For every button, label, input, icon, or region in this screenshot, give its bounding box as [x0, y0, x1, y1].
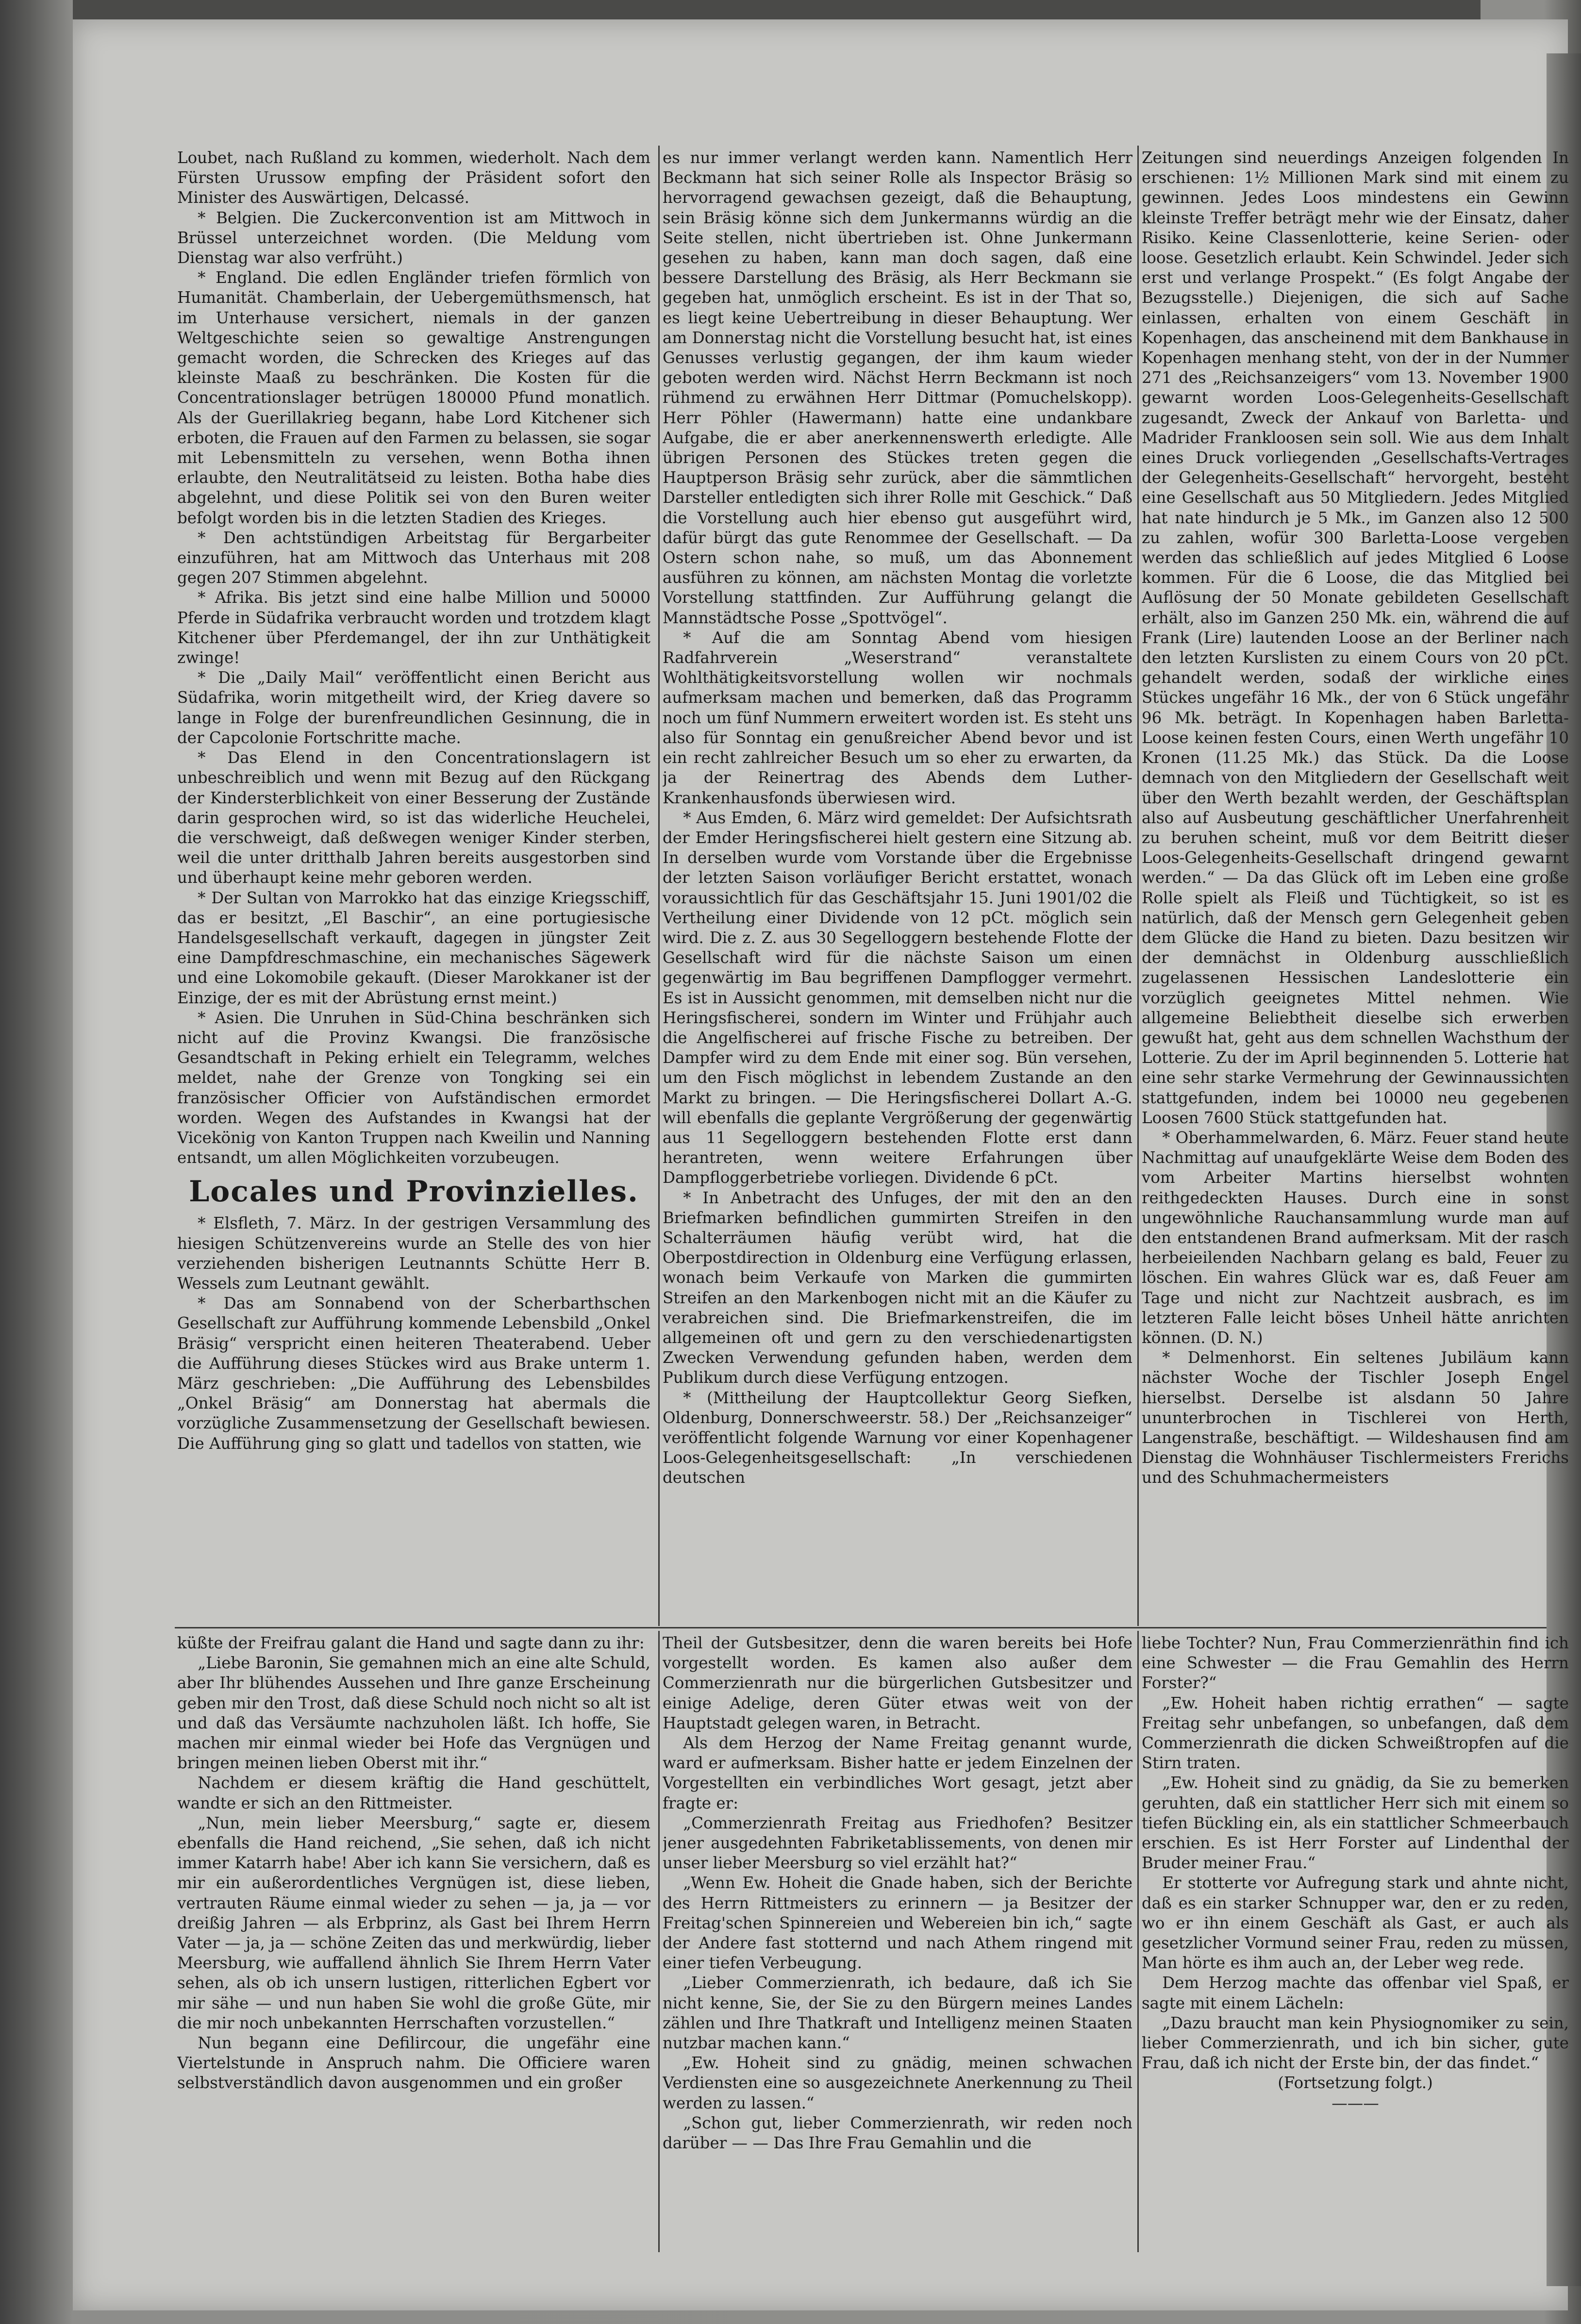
story-paragraph: küßte der Freifrau galant die Hand und sagte dann zu ihr: [177, 1634, 645, 1652]
closing-dash: ——— [1331, 2093, 1379, 2112]
story-paragraph: „Nun, mein lieber Meersburg,“ sagte er, diesem ebenfalls die Hand reichend, „Sie sehen, daß ich nicht immer Katarrh habe! Aber ich kann Sie versichern, daß es mir ein außerordentliches Vergnügen ist, diese lieben, vertrauten Räume einmal wieder zu sehen — ja, ja — vor dreißig Jahren — als Erbprinz, als Gast bei Ihrem Herrn Vater — ja, ja — schöne Zeiten das und merkwürdig, lieber Meersburg, wie auffallend ähnlich Sie Ihrem Herrn Vater sehen, als ob ich unsern lustigen, ritterlichen Egbert vor mir sähe — und nun haben Sie wohl die große Güte, mir die mir noch unbekannten Herrschaften vorzustellen.“ [177, 1813, 650, 2032]
continuation-note: (Fortsetzung folgt.) [1278, 2074, 1433, 2092]
article-paragraph: * Oberhammelwarden, 6. März. Feuer stand heute Nachmittag auf unaufgeklärte Weise dem Boden des vom Arbeiter Martins hierselbst wohnten reithgedeckten Hauses. Durch eine in sonst ungewöhnliche Rauchansammlung wurde man auf den entstandenen Brand aufmerksam. Mit der rasch herbeieilenden Nachbarn gelang es bald, Feuer zu löschen. Ein wahres Glück war es, daß Feuer am Tage und nicht zur Nachtzeit ausbrach, es im letzteren Falle leicht böses Unheil hätte anrichten können. (D. N.) [1142, 1128, 1569, 1347]
article-paragraph: * Belgien. Die Zuckerconvention ist am Mittwoch in Brüssel unterzeichnet worden. (Die Meldung vom Dienstag war also verfrüht.) [177, 208, 650, 267]
story-paragraph: „Ew. Hoheit haben richtig errathen“ — sagte Freitag sehr unbefangen, so unbefangen, daß dem Commerzienrath die dicken Schweißtropfen auf die Stirn traten. [1142, 1693, 1569, 1773]
article-paragraph: * Das am Sonnabend von der Scherbarthschen Gesellschaft zur Aufführung kommende Lebensbild „Onkel Bräsig“ verspricht einen heiteren Theaterabend. Ueber die Aufführung dieses Stückes wird aus Brake unterm 1. März geschrieben: „Die Aufführung des Lebensbildes „Onkel Bräsig“ am Donnerstag hat abermals die vorzügliche Zusammensetzung der Gesellschaft bewiesen. Die Aufführung ging so glatt und tadellos von statten, wie [177, 1294, 650, 1453]
article-paragraph: * Delmenhorst. Ein seltenes Jubiläum kann nächster Woche der Tischler Joseph Engel hierselbst. Derselbe ist alsdann 50 Jahre ununterbrochen in Tischlerei von Herth, Langenstraße, beschäftigt. — Wildeshausen find am Dienstag die Wohnhäuser Tischlermeisters Frerichs und des Schuhmachermeisters [1142, 1348, 1569, 1487]
article-paragraph: es nur immer verlangt werden kann. Namentlich Herr Beckmann hat sich seiner Rolle als Inspector Bräsig so hervorragend gewachsen gezeigt, daß die Behauptung, sein Bräsig könne sich dem Junkermanns würdig an die Seite stellen, nicht übertrieben ist. Ohne Junkermann gesehen zu haben, kann man doch sagen, daß eine bessere Darstellung des Bräsig, als Herr Beckmann sie gegeben hat, unmöglich erscheint. Es ist in der That so, es liegt keine Uebertreibung in dieser Behauptung. Wer am Donnerstag nicht die Vorstellung besucht hat, ist eines Genusses verlustig gegangen, der ihm kaum wieder geboten werden wird. Nächst Herrn Beckmann ist noch rühmend zu erwähnen Herr Dittmar (Pomuchelskopp). Herr Pöhler (Hawermann) hatte eine undankbare Aufgabe, die er aber anerkennenswerth erledigte. Alle übrigen Personen des Stückes treten gegen die Hauptperson Bräsig sehr zurück, aber die sämmtlichen Darsteller entledigten sich ihrer Rolle mit Geschick.“ Daß die Vorstellung auch hier ebenso gut ausgeführt wird, dafür bürgt das gute Renommee der Gesellschaft. — Da Ostern schon nahe, so muß, um das Abonnement ausführen zu können, am nächsten Montag die vorletzte Vorstellung stattfinden. Zur Aufführung gelangt die Mannstädtsche Posse „Spottvögel“. [663, 149, 1132, 627]
article-paragraph: * In Anbetracht des Unfuges, der mit den an den Briefmarken befindlichen gummirten Streifen in den Schalterräumen häufig verübt wird, hat die Oberpostdirection in Oldenburg eine Verfügung erlassen, wonach beim Verkaufe von Marken die gummirten Streifen an den Markenbogen nicht mit an die Käufer zu verabreichen sind. Die Briefmarkenstreifen, die im allgemeinen oft und gern zu den verschiedenartigsten Zwecken Verwendung gefunden haben, werden dem Publikum durch diese Verfügung entzogen. [663, 1188, 1132, 1387]
column-rule-2-upper [1137, 146, 1139, 1626]
story-paragraph: „Lieber Commerzienrath, ich bedaure, daß ich Sie nicht kenne, Sie, der Sie zu den Bürgern meines Landes zählen und Ihre Thatkraft und Intelligenz meinen Staaten nutzbar machen kann.“ [663, 1974, 1132, 2053]
story-paragraph: „Ew. Hoheit sind zu gnädig, meinen schwachen Verdiensten eine so ausgezeichnete Anerkennung zu Theil werden zu lassen.“ [663, 2054, 1132, 2112]
story-paragraph: „Wenn Ew. Hoheit die Gnade haben, sich der Berichte des Herrn Rittmeisters zu erinnern — ja Besitzer der Freitag'schen Spinnereien und Webereien bin ich,“ sagte der Andere fast stotternd und nach Athem ringend mit einer tiefen Verbeugung. [663, 1874, 1132, 1973]
story-paragraph: liebe Tochter? Nun, Frau Commerzienräthin find ich eine Schwester — die Frau Gemahlin des Herrn Forster?“ [1142, 1634, 1569, 1693]
story-paragraph: Als dem Herzog der Name Freitag genannt wurde, ward er aufmerksam. Bisher hatte er jedem Einzelnen der Vorgestellten ein verbindliches Wort gesagt, jetzt aber fragte er: [663, 1734, 1132, 1812]
upper-column-3 [1142, 148, 1569, 1626]
article-paragraph: * Afrika. Bis jetzt sind eine halbe Million und 50000 Pferde in Südafrika verbraucht worden und trotzdem klagt Kitchener über Pferdemangel, der ihn zur Unthätigkeit zwinge! [177, 588, 650, 667]
article-paragraph: * Elsfleth, 7. März. In der gestrigen Versammlung des hiesigen Schützenvereins wurde an Stelle des von hier verziehenden bisherigen Leutnannts Schütte Herr B. Wessels zum Leutnant gewählt. [177, 1214, 650, 1293]
article-paragraph: * Asien. Die Unruhen in Süd-China beschränken sich nicht auf die Provinz Kwangsi. Die französische Gesandtschaft in Peking erhielt ein Telegramm, welches meldet, nahe der Grenze von Tongking sei ein französischer Officier von Aufständischen ermordet worden. Wegen des Aufstandes in Kwangsi hat der Vicekönig von Kanton Truppen nach Kweilin und Nanning entsandt, um allen Möglichkeiten vorzubeugen. [177, 1008, 650, 1167]
story-paragraph: Er stotterte vor Aufregung stark und ahnte nicht, daß es ein starker Schnupper war, den er zu reden, wo er ihn einem Geschäft als Gast, er auch als gesetzlicher Vormund seiner Frau, reden zu müssen, Man hörte es ihm auch an, der Leber weg rede. [1142, 1874, 1569, 1973]
story-paragraph: „Liebe Baronin, Sie gemahnen mich an eine alte Schuld, aber Ihr blühendes Aussehen und Ihre ganze Erscheinung geben mir den Trost, daß diese Schuld noch nicht so alt ist und daß das Versäumte nachzuholen läßt. Ich hoffe, Sie machen mir einmal wieder bei Hofe das Vergnügen und bringen meinen lieben Oberst mit ihr.“ [177, 1654, 650, 1773]
article-paragraph: Loubet, nach Rußland zu kommen, wiederholt. Nach dem Fürsten Urussow empfing der Präsident sofort den Minister des Auswärtigen, Delcassé. [177, 149, 650, 207]
column-rule-1-lower [658, 1631, 660, 2252]
story-paragraph: „Ew. Hoheit sind zu gnädig, da Sie zu bemerken geruhten, daß ein stattlicher Herr sich mit einem so tiefen Bückling ein, als ein stattlicher Schmeerbauch erschien. Es ist Herr Forster auf Lindenthal der Bruder meiner Frau.“ [1142, 1774, 1569, 1873]
story-paragraph: „Schon gut, lieber Commerzienrath, wir reden noch darüber — — Das Ihre Frau Gemahlin und die [663, 2113, 1132, 2153]
story-paragraph: Dem Herzog machte das offenbar viel Spaß, er sagte mit einem Lächeln: [1142, 1974, 1569, 2012]
upper-column-2 [663, 148, 1132, 1626]
article-paragraph: * Das Elend in den Concentrationslagern ist unbeschreiblich und wenn mit Bezug auf den Rückgang der Kindersterblichkeit von einer Besserung der Zustände darin gesprochen wird, so ist das widerliche Heuchelei, die verschweigt, daß deßwegen weniger Kinder sterben, weil die unter dritthalb Jahren bereits ausgestorben sind und überhaupt keine mehr geboren werden. [177, 748, 650, 887]
article-paragraph: * (Mittheilung der Hauptcollektur Georg Siefken, Oldenburg, Donnerschweerstr. 58.) Der „Reichsanzeiger“ veröffentlicht folgende Warnung vor einer Kopenhagener Loos-Gelegenheitsgesellschaft: „In verschiedenen deutschen [663, 1388, 1132, 1487]
section-heading: Locales und Provinzielles. [189, 1175, 639, 1209]
article-paragraph: Zeitungen sind neuerdings Anzeigen folgenden In erschienen: 1½ Millionen Mark sind mit einem zu gewinnen. Jedes Loos mindestens ein Gewinn kleinste Treffer beträgt mehr wie der Einsatz, daher Risiko. Keine Classenlotterie, keine Serien- oder loose. Gesetzlich erlaubt. Kein Schwindel. Jeder sich erst und verlange Prospekt.“ (Es folgt Angabe der Bezugsstelle.) Diejenigen, die sich auf Sache einlassen, erhalten von einem Geschäft in Kopenhagen, das anscheinend mit dem Bankhause in Kopenhagen menhang steht, von der in der Nummer 271 des „Reichsanzeigers“ vom 13. November 1900 gewarnt worden Loos-Gelegenheits-Gesellschaft zugesandt, Zweck der Ankauf von Barletta- und Madrider Frankloosen sein soll. Wie aus dem Inhalt eines Druck vorliegenden „Gesellschafts-Vertrages der Gelegenheits-Gesellschaft“ hervorgeht, besteht eine Gesellschaft aus 50 Mitgliedern. Jedes Mitglied hat nate hindurch je 5 Mk., im Ganzen also 12 500 zu zahlen, wofür 300 Barletta-Loose vergeben werden das schließlich auf jedes Mitglied 6 Loose kommen. Für die 6 Loose, die das Mitglied bei Auflösung der 50 Monate gebildeten Gesellschaft erhält, also im Ganzen 250 Mk. ein, während die auf Frank (Lire) lautenden Loose an der Berliner nach den letzten Kurslisten zu einem Cours von 20 pCt. gehandelt werden, sodaß der wirkliche eines Stückes ungefähr 16 Mk., der von 6 Stück ungefähr 96 Mk. beträgt. In Kopenhagen haben Barletta-Loose keinen festen Cours, einen Werth ungefähr 10 Kronen (11.25 Mk.) das Stück. Da die Loose demnach von den Mitgliedern der Gesellschaft weit über den Werth bezahlt werden, der Geschäftsplan also auf Ausbeutung geschäftlicher Unerfahrenheit zu beruhen scheint, muß vor dem Beitritt dieser Loos-Gelegenheits-Gesellschaft dringend gewarnt werden.“ — Da das Glück oft im Leben eine große Rolle spielt als Fleiß und Tüchtigkeit, so ist es natürlich, daß der Mensch gern Gelegenheit geben dem Glücke die Hand zu bieten. Dazu besitzen wir der demnächst in Oldenburg ausschließlich zugelassenen Hessischen Landeslotterie ein vorzüglich geeignetes Mittel nehmen. Wie allgemeine Beliebtheit dieselbe sich erwerben gewußt hat, geht aus dem schnellen Wachsthum der Lotterie. Zu der im April beginnenden 5. Lotterie hat eine sehr starke Vermehrung der Gewinnaussichten stattgefunden, indem bei 10000 neu gegebenen Loosen 7600 Stück stattgefunden hat. [1142, 149, 1569, 1127]
article-paragraph: * Der Sultan von Marrokko hat das einzige Kriegsschiff, das er besitzt, „El Baschir“, an eine portugiesische Handelsgesellschaft verkauft, dagegen in jüngster Zeit eine Dampfdreschmaschine, ein mechanisches Sägewerk und eine Lokomobile gekauft. (Dieser Marokkaner ist der Einzige, der es mit der Abrüstung ernst meint.) [177, 888, 650, 1007]
article-paragraph: * Auf die am Sonntag Abend vom hiesigen Radfahrverein „Weserstrand“ veranstaltete Wohlthätigkeitsvorstellung wollen wir nochmals aufmerksam machen und bemerken, daß das Programm noch um fünf Nummern erweitert worden ist. Es steht uns also für Sonntag ein genußreicher Abend bevor und ist ein recht zahlreicher Besuch um so eher zu erwarten, da ja der Reinertrag des Abends dem Luther-Krankenhausfonds überwiesen wird. [663, 628, 1132, 807]
article-paragraph: * Aus Emden, 6. März wird gemeldet: Der Aufsichtsrath der Emder Heringsfischerei hielt gestern eine Sitzung ab. In derselben wurde vom Vorstande über die Ergebnisse der letzten Saison vorläufiger Bericht erstattet, wonach voraussichtlich für das Geschäftsjahr 15. Juni 1901/02 die Vertheilung einer Dividende von 12 pCt. möglich sein wird. Die z. Z. aus 30 Segelloggern bestehende Flotte der Gesellschaft wird für die nächste Saison um einen gegenwärtig im Bau begriffenen Dampflogger vermehrt. Es ist in Aussicht genommen, mit demselben nicht nur die Heringsfischerei, sondern im Winter und Frühjahr auch die Angelfischerei auf frische Fische zu betreiben. Der Dampfer wird zu dem Ende mit einer sog. Bün versehen, um den Fisch möglichst in lebendem Zustande an den Markt zu bringen. — Die Heringsfischerei Dollart A.-G. will ebenfalls die geplante Vergrößerung der gegenwärtig aus 11 Segelloggern bestehenden Flotte erst dann herantreten, wenn weitere Erfahrungen über Dampfloggerbetriebe vorliegen. Dividende 6 pCt. [663, 808, 1132, 1187]
story-paragraph: Theil der Gutsbesitzer, denn die waren bereits bei Hofe vorgestellt worden. Es kamen also außer dem Commerzienrath nur die bürgerlichen Gutsbesitzer und einige Adelige, deren Güter etwas weit von der Hauptstadt gelegen waren, in Betracht. [663, 1634, 1132, 1732]
feuilleton-column-2 [663, 1633, 1132, 2255]
feuilleton-rule [175, 1627, 1547, 1628]
top-shadow-band [73, 0, 1481, 19]
article-paragraph: * Die „Daily Mail“ veröffentlicht einen Bericht aus Südafrika, worin mitgetheilt wird, der Krieg davere so lange in Folge der burenfreundlichen Gesinnung, die in der Capcolonie Fortschritte mache. [177, 668, 650, 747]
article-paragraph: * Den achtstündigen Arbeitstag für Bergarbeiter einzuführen, hat am Mittwoch das Unterhaus mit 208 gegen 207 Stimmen abgelehnt. [177, 528, 650, 587]
story-paragraph: „Commerzienrath Freitag aus Friedhofen? Besitzer jener ausgedehnten Fabriketablissements, von denen mir unser lieber Meersburg so viel erzählt hat?“ [663, 1813, 1132, 1873]
column-rule-2-lower [1137, 1631, 1139, 2252]
feuilleton-column-3 [1142, 1633, 1569, 2255]
story-paragraph: „Dazu braucht man kein Physiognomiker zu sein, lieber Commerzienrath, und ich bin sicher, gute Frau, daß ich nicht der Erste bin, der das findet.“ [1142, 2013, 1569, 2073]
upper-column-1 [177, 148, 650, 1626]
article-paragraph: * England. Die edlen Engländer triefen förmlich von Humanität. Chamberlain, der Uebergemüthsmensch, hat im Unterhause versichert, niemals in der ganzen Weltgeschichte seien so gewaltige Anstrengungen gemacht worden, die Schrecken des Krieges auf das kleinste Maaß zu beschränken. Die Kosten für die Concentrationslager betrügen 180000 Pfund monatlich. Als der Guerillakrieg begann, habe Lord Kitchener sich erboten, die Frauen auf den Farmen zu belassen, sie sogar mit Lebensmitteln zu versehen, wenn Botha ihnen erlaubte, den Neutralitätseid zu leisten. Botha habe dies abgelehnt, und diese Politik sei von den Buren weiter befolgt worden bis in die letzten Stadien des Krieges. [177, 268, 650, 527]
story-paragraph: Nachdem er diesem kräftig die Hand geschüttelt, wandte er sich an den Rittmeister. [177, 1774, 650, 1812]
story-paragraph: Nun begann eine Defilircour, die ungefähr eine Viertelstunde in Anspruch nahm. Die Officiere waren selbstverständlich davon ausgenommen und ein großer [177, 2034, 650, 2092]
feuilleton-column-1 [177, 1633, 650, 2255]
column-rule-1-upper [658, 146, 660, 1626]
